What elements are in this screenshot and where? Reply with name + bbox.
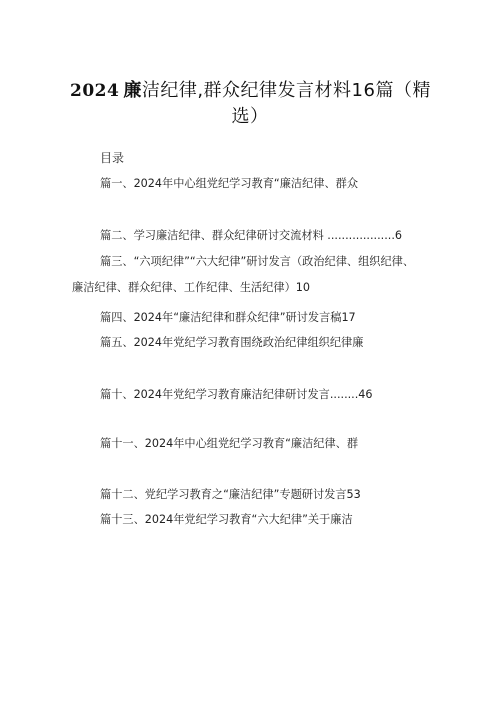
- toc-label: 目录: [100, 151, 125, 165]
- toc-item-9[interactable]: 篇十三、2024年党纪学习教育“六大纪律”关于廉洁: [100, 513, 353, 526]
- toc-item-8[interactable]: 篇十二、党纪学习教育之“廉洁纪律”专题研讨发言53: [100, 488, 361, 501]
- title-line-2: 选）: [231, 106, 269, 127]
- toc-item-2[interactable]: 篇二、学习廉洁纪律、群众纪律研讨交流材料 ...................6: [100, 229, 402, 242]
- title-text: 洁纪律,群众纪律发言材料16篇（精: [141, 80, 431, 101]
- toc-item-4[interactable]: 篇四、2024年“廉洁纪律和群众纪律”研讨发言稿17: [100, 311, 356, 324]
- toc-item-7[interactable]: 篇十一、2024年中心组党纪学习教育“廉洁纪律、群: [100, 437, 359, 450]
- document-title: [70, 78, 430, 130]
- title-line-1: [70, 78, 430, 104]
- toc-item-5[interactable]: 篇五、2024年党纪学习教育围绕政治纪律组织纪律廉: [100, 336, 364, 349]
- toc-item-6[interactable]: 篇十、2024年党纪学习教育廉洁纪律研讨发言........46: [100, 388, 373, 401]
- toc-item-3[interactable]: 篇三、“六项纪律”“六大纪律”研讨发言（政治纪律、组织纪律、廉洁纪律、群众纪律、工作纪律、生活纪律）10: [72, 255, 415, 294]
- title-year: 2024: [70, 81, 120, 101]
- title-glyph: 廉: [123, 80, 142, 101]
- toc-item-1[interactable]: 篇一、2024年中心组党纪学习教育“廉洁纪律、群众: [100, 177, 359, 190]
